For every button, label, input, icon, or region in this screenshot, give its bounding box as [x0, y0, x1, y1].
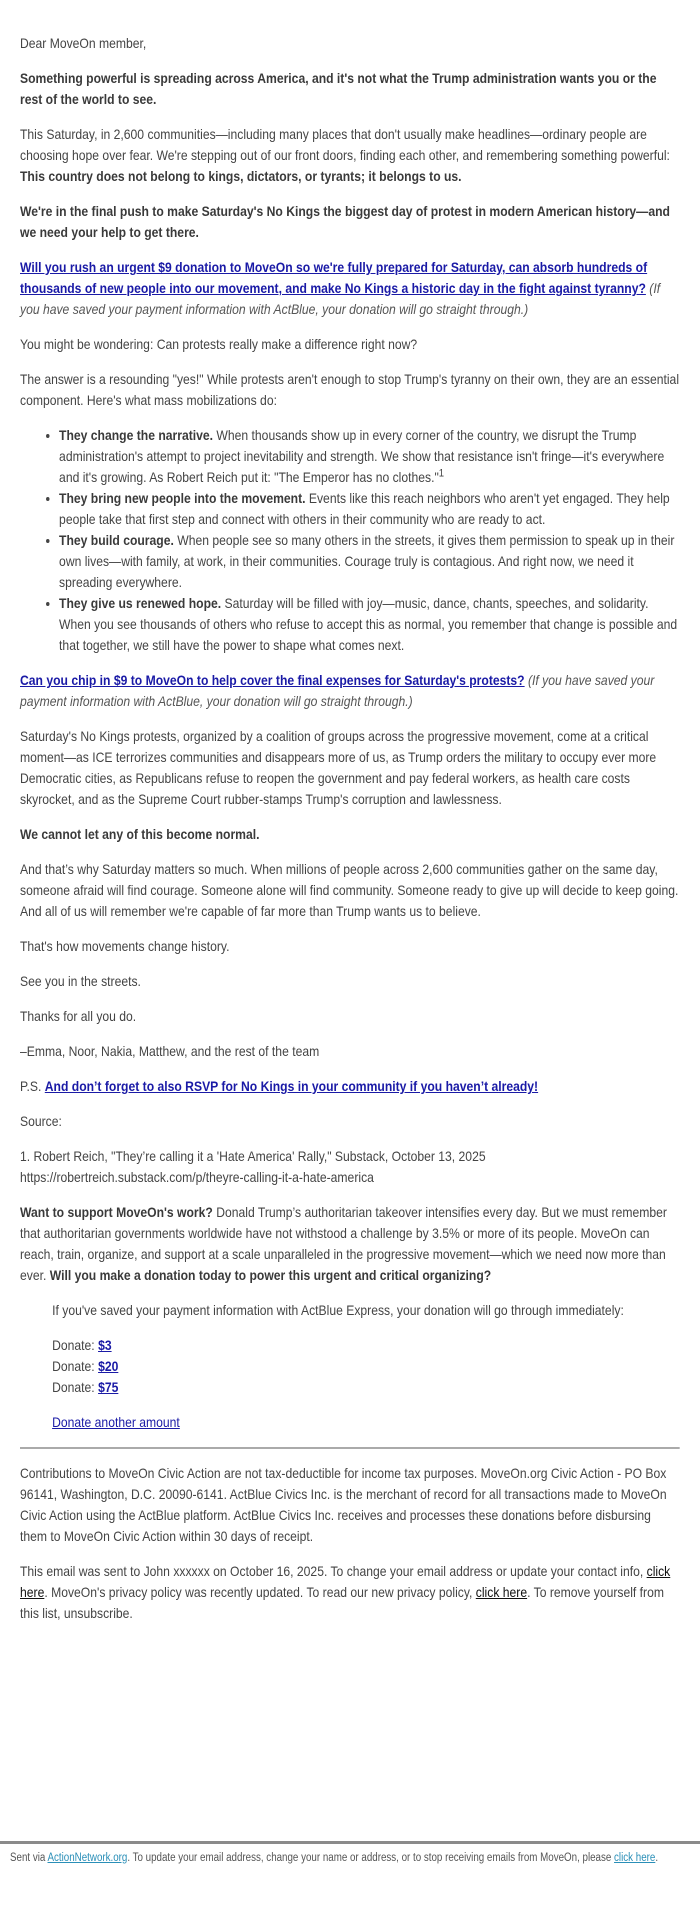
unsubscribe-text: . To remove yourself from this list, unsubscribe. [20, 1584, 664, 1621]
source-label: Source: [20, 1113, 62, 1129]
see-you-line: See you in the streets. [20, 973, 141, 989]
matters-paragraph: And that’s why Saturday matters so much. When millions of people across 2,600 communities gather on the same day, someone afraid will find courage. Someone alone will find community. Someone ready to give up will decide to keep going. And all of us will remember we're capable of far more than Trump wants us to believe. [20, 861, 679, 919]
support-ask-bold: Will you make a donation today to power this urgent and critical organizing? [49, 1267, 492, 1283]
privacy-text: . MoveOn's privacy policy was recently updated. To read our new privacy policy, [44, 1584, 476, 1600]
cannot-bold: We cannot let any of this become normal. [20, 826, 260, 842]
greeting: Dear MoveOn member, [20, 35, 147, 51]
action-network-footer [0, 1841, 700, 1865]
footer-text [10, 1852, 690, 1865]
list-item [59, 593, 680, 656]
thanks-line: Thanks for all you do. [20, 1008, 137, 1024]
legal-paragraph: Contributions to MoveOn Civic Action are not tax-deductible for income tax purposes. MoveOn.org Civic Action - PO Box 96141, Washington, D.C. 20090-6141. ActBlue Civics Inc. is the merchant of record for all transactions made to MoveOn Civic Action using the ActBlue platform. ActBlue Civics Inc. receives and processes these donations before disbursing them to MoveOn Civic Action within 30 days of receipt. [20, 1465, 667, 1544]
answer-paragraph: The answer is a resounding "yes!" While protests aren't enough to stop Trump's tyranny on their own, they are an essential component. Here's what mass mobilizations do: [20, 371, 680, 408]
express-intro: If you've saved your payment information with ActBlue Express, your donation will go through immediately: [52, 1302, 624, 1318]
actblue-note: (If you have saved your payment information with ActBlue, your donation will go straight through.) [20, 280, 661, 317]
donate-label: Donate: [52, 1379, 99, 1395]
donate-line [52, 1356, 680, 1377]
source-citation [20, 1146, 680, 1188]
email-body [20, 33, 680, 1638]
history-line: That's how movements change history. [20, 938, 230, 954]
support-paragraph [20, 1202, 680, 1286]
intro-paragraph [20, 68, 680, 110]
donate-9-link[interactable]: Will you rush an urgent $9 donation to MoveOn so we're fully prepared for Saturday, can absorb hundreds of thousands of new people into our movement, and make No Kings a historic day in the fight against tyranny? [20, 259, 648, 296]
list-item [59, 425, 680, 488]
ps-prefix: P.S. [20, 1078, 45, 1094]
donate-line [52, 1335, 680, 1356]
saturday-text: This Saturday, in 2,600 communities—including many places that don't usually make headlines—ordinary people are choosing hope over fear. We're stepping out of our front doors, finding each other, and remembering something powerful: [20, 126, 670, 163]
sent-to-text: This email was sent to John xxxxxx on October 16, 2025. To change your email address or update your contact info, [20, 1563, 647, 1579]
donate-label: Donate: [52, 1358, 99, 1374]
privacy-policy-link[interactable]: click here [475, 1584, 528, 1600]
footnote-ref: 1 [438, 467, 445, 480]
item-text: When thousands show up in every corner of the country, we disrupt the Trump administration's attempt to project inevitability and strength. We show that resistance isn't fringe—it's everywhere and it's growing. As Robert Reich put it: "The Emperor has no clothes." [59, 427, 665, 485]
wondering-paragraph: You might be wondering: Can protests really make a difference right now? [20, 336, 418, 352]
support-bold: Want to support MoveOn's work? [20, 1204, 213, 1220]
item-text: When people see so many others in the streets, it gives them permission to speak up in their own lives—with family, at work, in their communities. Courage truly is contagious. And right now, we need it spreading everywhere. [59, 532, 675, 590]
donate-75-link[interactable]: $75 [98, 1379, 119, 1395]
footer-update-text: . To update your email address, change your name or address, or to stop receiving emails from MoveOn, please [127, 1852, 615, 1864]
donation-ask-1 [20, 257, 680, 320]
item-text: Saturday will be filled with joy—music, dance, chants, speeches, and solidarity. When you see thousands of others who refuse to accept this as normal, you remember that change is possible and that together, we still have the power to shape what comes next. [59, 595, 678, 653]
list-item [59, 530, 680, 593]
intro-bold: Something powerful is spreading across America, and it's not what the Trump administration wants you or the rest of the world to see. [20, 70, 657, 107]
ps-paragraph [20, 1076, 680, 1097]
citation-text: 1. Robert Reich, "They’re calling it a 'Hate America' Rally," Substack, October 13, 2025 [20, 1148, 486, 1164]
footer-divider [0, 1841, 700, 1844]
footer-sent-via: Sent via [10, 1852, 48, 1864]
actblue-note: (If you have saved your payment information with ActBlue, your donation will go straight through.) [20, 672, 655, 709]
chip-in-link[interactable]: Can you chip in $9 to MoveOn to help cover the final expenses for Saturday's protests? [20, 672, 525, 688]
footer-period: . [655, 1852, 659, 1864]
donate-3-link[interactable]: $3 [98, 1337, 112, 1353]
saturday-bold: This country does not belong to kings, dictators, or tyrants; it belongs to us. [20, 168, 462, 184]
mobilization-list [20, 425, 680, 656]
item-title: They bring new people into the movement. [59, 490, 306, 506]
support-text: Donald Trump’s authoritarian takeover intensifies every day. But we must remember that authoritarian governments worldwide have not withstood a challenge by 3.5% or more of its people. MoveOn can reach, train, organize, and support at a scale unparalleled in the progressive movement—which we need now more than ever. [20, 1204, 667, 1283]
express-donate-section [20, 1300, 680, 1433]
item-text: Events like this reach neighbors who aren't yet engaged. They help people take that first step and connect with others in their community who are ready to act. [59, 490, 670, 527]
final-push-paragraph [20, 201, 680, 243]
signoff: –Emma, Noor, Nakia, Matthew, and the rest of the team [20, 1043, 320, 1059]
citation-url: https://robertreich.substack.com/p/theyre-calling-it-a-hate-america [20, 1169, 374, 1185]
saturday-paragraph [20, 124, 680, 187]
rsvp-link[interactable]: And don’t forget to also RSVP for No Kings in your community if you haven’t already! [44, 1078, 539, 1094]
donation-ask-2 [20, 670, 680, 712]
donate-20-link[interactable]: $20 [98, 1358, 119, 1374]
item-title: They build courage. [59, 532, 174, 548]
item-title: They change the narrative. [59, 427, 214, 443]
final-push-bold: We're in the final push to make Saturday's No Kings the biggest day of protest in modern American history—and we need your help to get there. [20, 203, 670, 240]
cannot-paragraph [20, 824, 680, 845]
update-info-link[interactable]: click here [20, 1563, 671, 1600]
footer-click-here-link[interactable]: click here [614, 1852, 656, 1864]
donate-label: Donate: [52, 1337, 99, 1353]
donate-another-amount-link[interactable]: Donate another amount [52, 1414, 180, 1430]
donate-line [52, 1377, 680, 1398]
divider [20, 1447, 680, 1449]
sent-to-paragraph [20, 1561, 680, 1624]
list-item [59, 488, 680, 530]
item-title: They give us renewed hope. [59, 595, 222, 611]
actionnetwork-link[interactable]: ActionNetwork.org [47, 1852, 128, 1864]
protests-paragraph: Saturday's No Kings protests, organized by a coalition of groups across the progressive movement, come at a critical moment—as ICE terrorizes communities and disappears more of us, as Trump orders the military to occupy ever more Democratic cities, as Republicans refuse to reopen the government and pay federal workers, as health care costs skyrocket, and as the Supreme Court rubber-stamps Trump's corruption and lawlessness. [20, 728, 657, 807]
